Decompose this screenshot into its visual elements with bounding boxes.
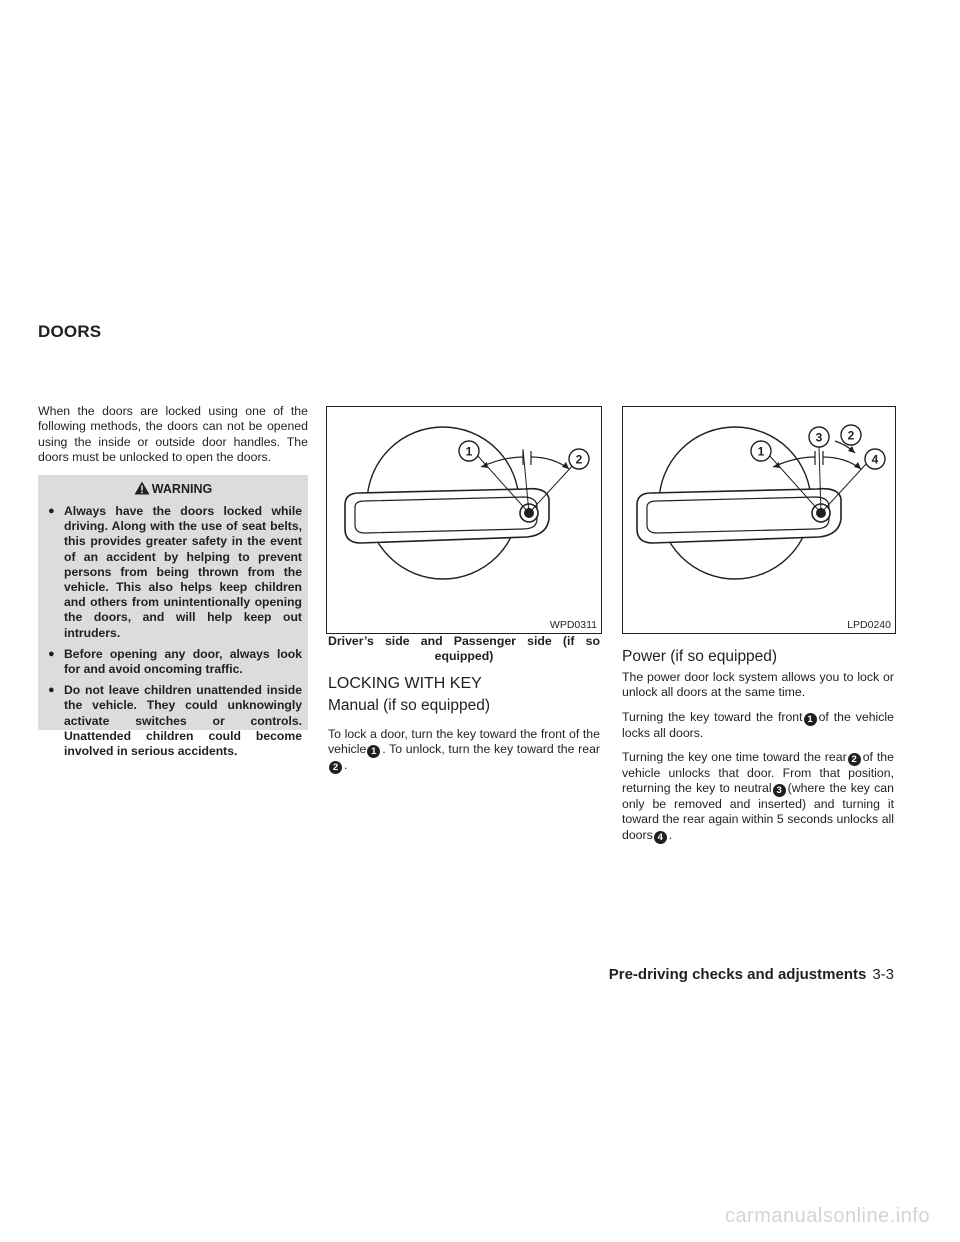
warning-item: ● Before opening any door, always look for and avoid oncoming traffic.: [48, 646, 302, 677]
intro-column: [38, 404, 308, 465]
section-title: DOORS: [38, 322, 102, 341]
figure-caption: Driver’s side and Passenger side (if so equipped): [328, 634, 600, 663]
warning-heading: [38, 481, 308, 496]
manual-heading: Manual (if so equipped): [328, 697, 490, 714]
ref-1-icon: 1: [804, 713, 817, 726]
intro-paragraph: When the doors are locked using one of the following methods, the doors can not be opened using the inside or outside door handles. The doors must be unlocked to open the doors.: [38, 404, 308, 464]
power-paragraph-1: The power door lock system allows you to lock or unlock all doors at the same time.: [622, 670, 894, 700]
watermark: carmanualsonline.info: [724, 1205, 930, 1227]
bullet-icon: ●: [48, 684, 55, 697]
power-heading: Power (if so equipped): [622, 648, 778, 665]
figure-code: LPD0240: [847, 619, 891, 631]
door-handle-illustration: [327, 407, 601, 633]
callout-4: 4: [871, 452, 879, 467]
bullet-icon: ●: [48, 505, 55, 517]
ref-3-icon: 3: [773, 784, 786, 797]
callout-3: 3: [815, 430, 823, 445]
warning-label: WARNING: [151, 482, 213, 496]
ref-4-icon: 4: [654, 831, 667, 844]
callout-2: 2: [847, 428, 855, 443]
callout-1: 1: [465, 444, 473, 459]
warning-list: [38, 504, 308, 759]
locking-heading: LOCKING WITH KEY: [328, 675, 482, 692]
door-handle-illustration: [623, 407, 895, 633]
power-section: [622, 670, 894, 853]
manual-paragraph: To lock a door, turn the key toward the front of the vehicle 1 . To unlock, turn the key toward the rear2 .: [328, 727, 600, 774]
manual-section: [328, 727, 600, 774]
door-handle-figure-power: [622, 406, 896, 634]
power-paragraph-2: Turning the key toward the front 1 of the vehicle locks all doors.: [622, 709, 894, 740]
ref-2-icon: 2: [848, 753, 861, 766]
bullet-icon: ●: [48, 647, 55, 660]
callout-1: 1: [757, 444, 765, 459]
ref-2-icon: 2: [329, 761, 342, 774]
door-handle-figure-manual: [326, 406, 602, 634]
warning-item: ● Do not leave children unattended inside the vehicle. They could unknowingly activate switches or controls. Unattended children could become involved in serious accidents.: [48, 683, 302, 759]
power-paragraph-3: Turning the key one time toward the rear 2 of the vehicle unlocks that door. From that position, returning the key to neutral 3 (where the key can only be removed and inserted) and turning it toward the rear again within 5 seconds unlocks all doors 4 .: [622, 749, 894, 843]
callout-2: 2: [575, 452, 583, 467]
figure-code: WPD0311: [549, 619, 597, 631]
page-number: 3-3: [872, 966, 894, 983]
warning-item: ● Always have the doors locked while driving. Along with the use of seat belts, this provides greater safety in the event of an accident by helping to prevent persons from being thrown from the vehicle. This also helps keep children and others from unintentionally opening the doors, and will help keep out intruders.: [48, 504, 302, 640]
warning-box: [38, 475, 308, 759]
page-footer: [600, 966, 894, 983]
warning-triangle-icon: [134, 481, 150, 495]
ref-1-icon: 1: [367, 745, 380, 758]
chapter-title: Pre-driving checks and adjustments: [608, 966, 867, 983]
